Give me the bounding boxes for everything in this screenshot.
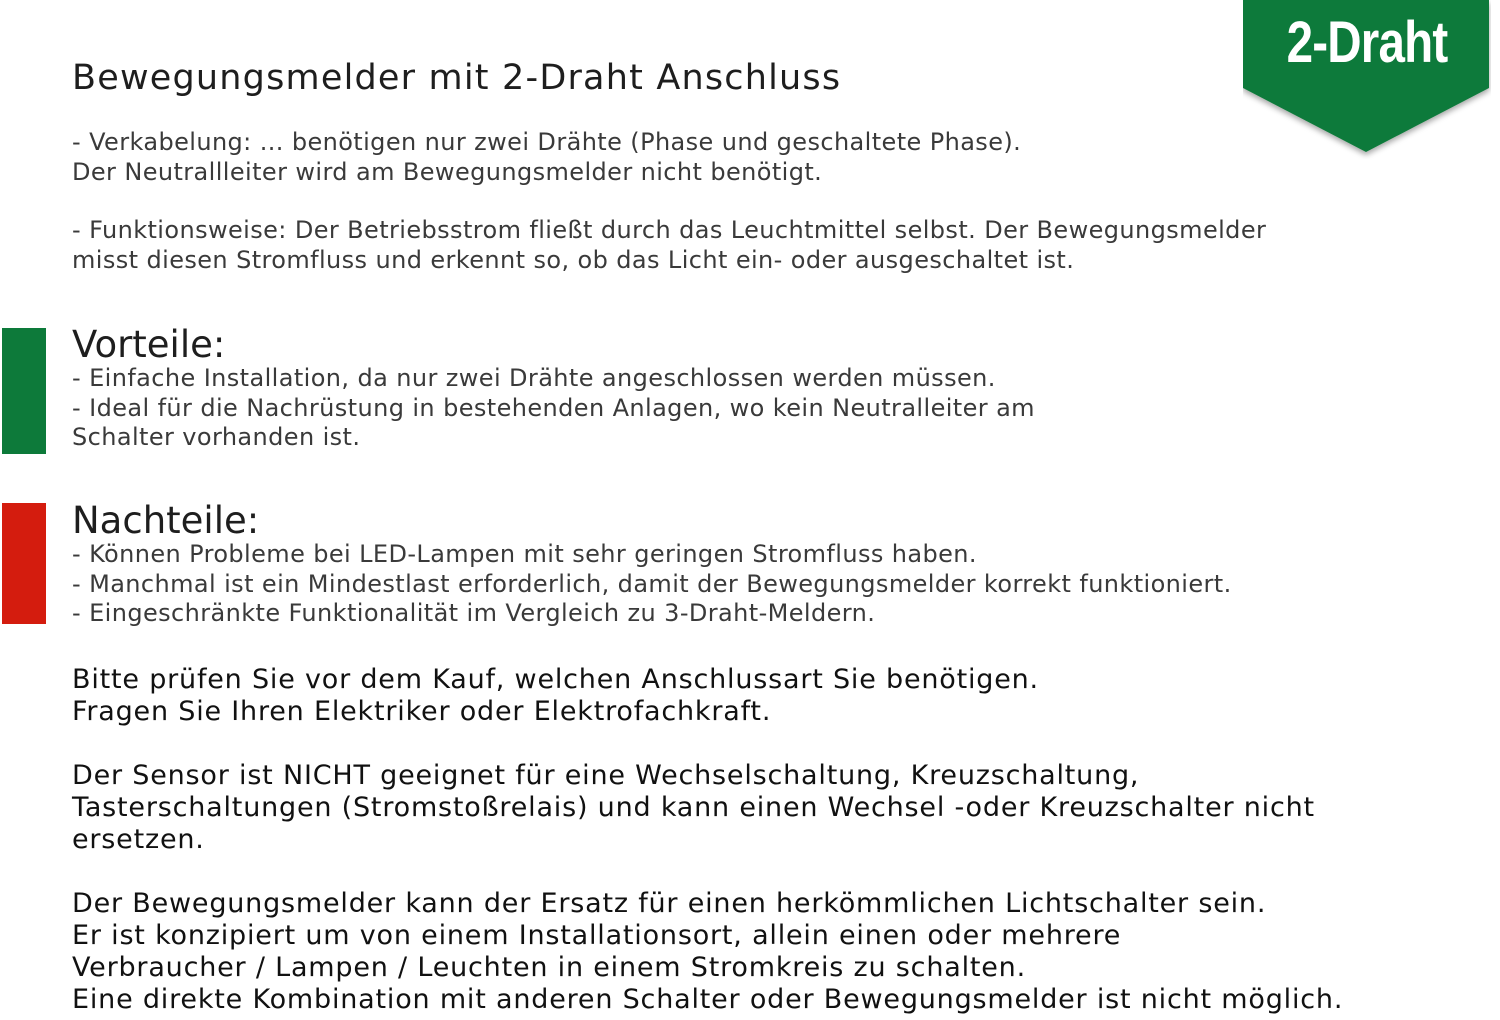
nachteile-item: - Können Probleme bei LED-Lampen mit sehr geringen Stromfluss haben. bbox=[72, 540, 977, 568]
badge-label: 2-Draht bbox=[1286, 10, 1448, 75]
pruefen-note: Bitte prüfen Sie vor dem Kauf, welchen Anschlussart Sie benötigen. Fragen Sie Ihren Elektriker oder Elektrofachkraft. bbox=[72, 664, 1039, 727]
nachteile-heading: Nachteile: bbox=[72, 499, 260, 542]
vorteile-item: - Einfache Installation, da nur zwei Drähte angeschlossen werden müssen. bbox=[72, 364, 996, 392]
vorteile-marker bbox=[2, 328, 46, 454]
vorteile-item: - Ideal für die Nachrüstung in bestehenden Anlagen, wo kein Neutralleiter am Schalter vorhanden ist. bbox=[72, 393, 1035, 451]
nachteile-marker bbox=[2, 503, 46, 624]
nachteile-item: - Eingeschränkte Funktionalität im Vergleich zu 3-Draht-Meldern. bbox=[72, 599, 876, 627]
nachteile-item: - Manchmal ist ein Mindestlast erforderlich, damit der Bewegungsmelder korrekt funktioniert. bbox=[72, 569, 1232, 598]
verkabelung-text: - Verkabelung: ... benötigen nur zwei Drähte (Phase und geschaltete Phase). Der Neutrallleiter wird am Bewegungsmelder nicht benötigt. bbox=[72, 128, 1022, 186]
funktionsweise-text: - Funktionsweise: Der Betriebsstrom fließt durch das Leuchtmittel selbst. Der Bewegungsmelder misst diesen Stromfluss und erkennt so, ob das Licht ein- oder ausgeschaltet ist. bbox=[72, 216, 1267, 274]
ersatz-note: Der Bewegungsmelder kann der Ersatz für einen herkömmlichen Lichtschalter sein. Er ist konzipiert um von einem Installationsort, allein einen oder mehrere Verbraucher / Lampen / Leuchten in einem Stromkreis zu schalten. Eine direkte Kombination mit anderen Schalter oder Bewegungsmelder ist nicht möglich. bbox=[72, 888, 1344, 1015]
page-title: Bewegungsmelder mit 2-Draht Anschluss bbox=[72, 58, 842, 98]
badge-2-draht bbox=[1243, 0, 1491, 160]
vorteile-heading: Vorteile: bbox=[72, 323, 226, 366]
sensor-note: Der Sensor ist NICHT geeignet für eine Wechselschaltung, Kreuzschaltung, Tasterschaltungen (Stromstoßrelais) und kann einen Wechsel -oder Kreuzschalter nicht ersetzen. bbox=[72, 760, 1315, 855]
